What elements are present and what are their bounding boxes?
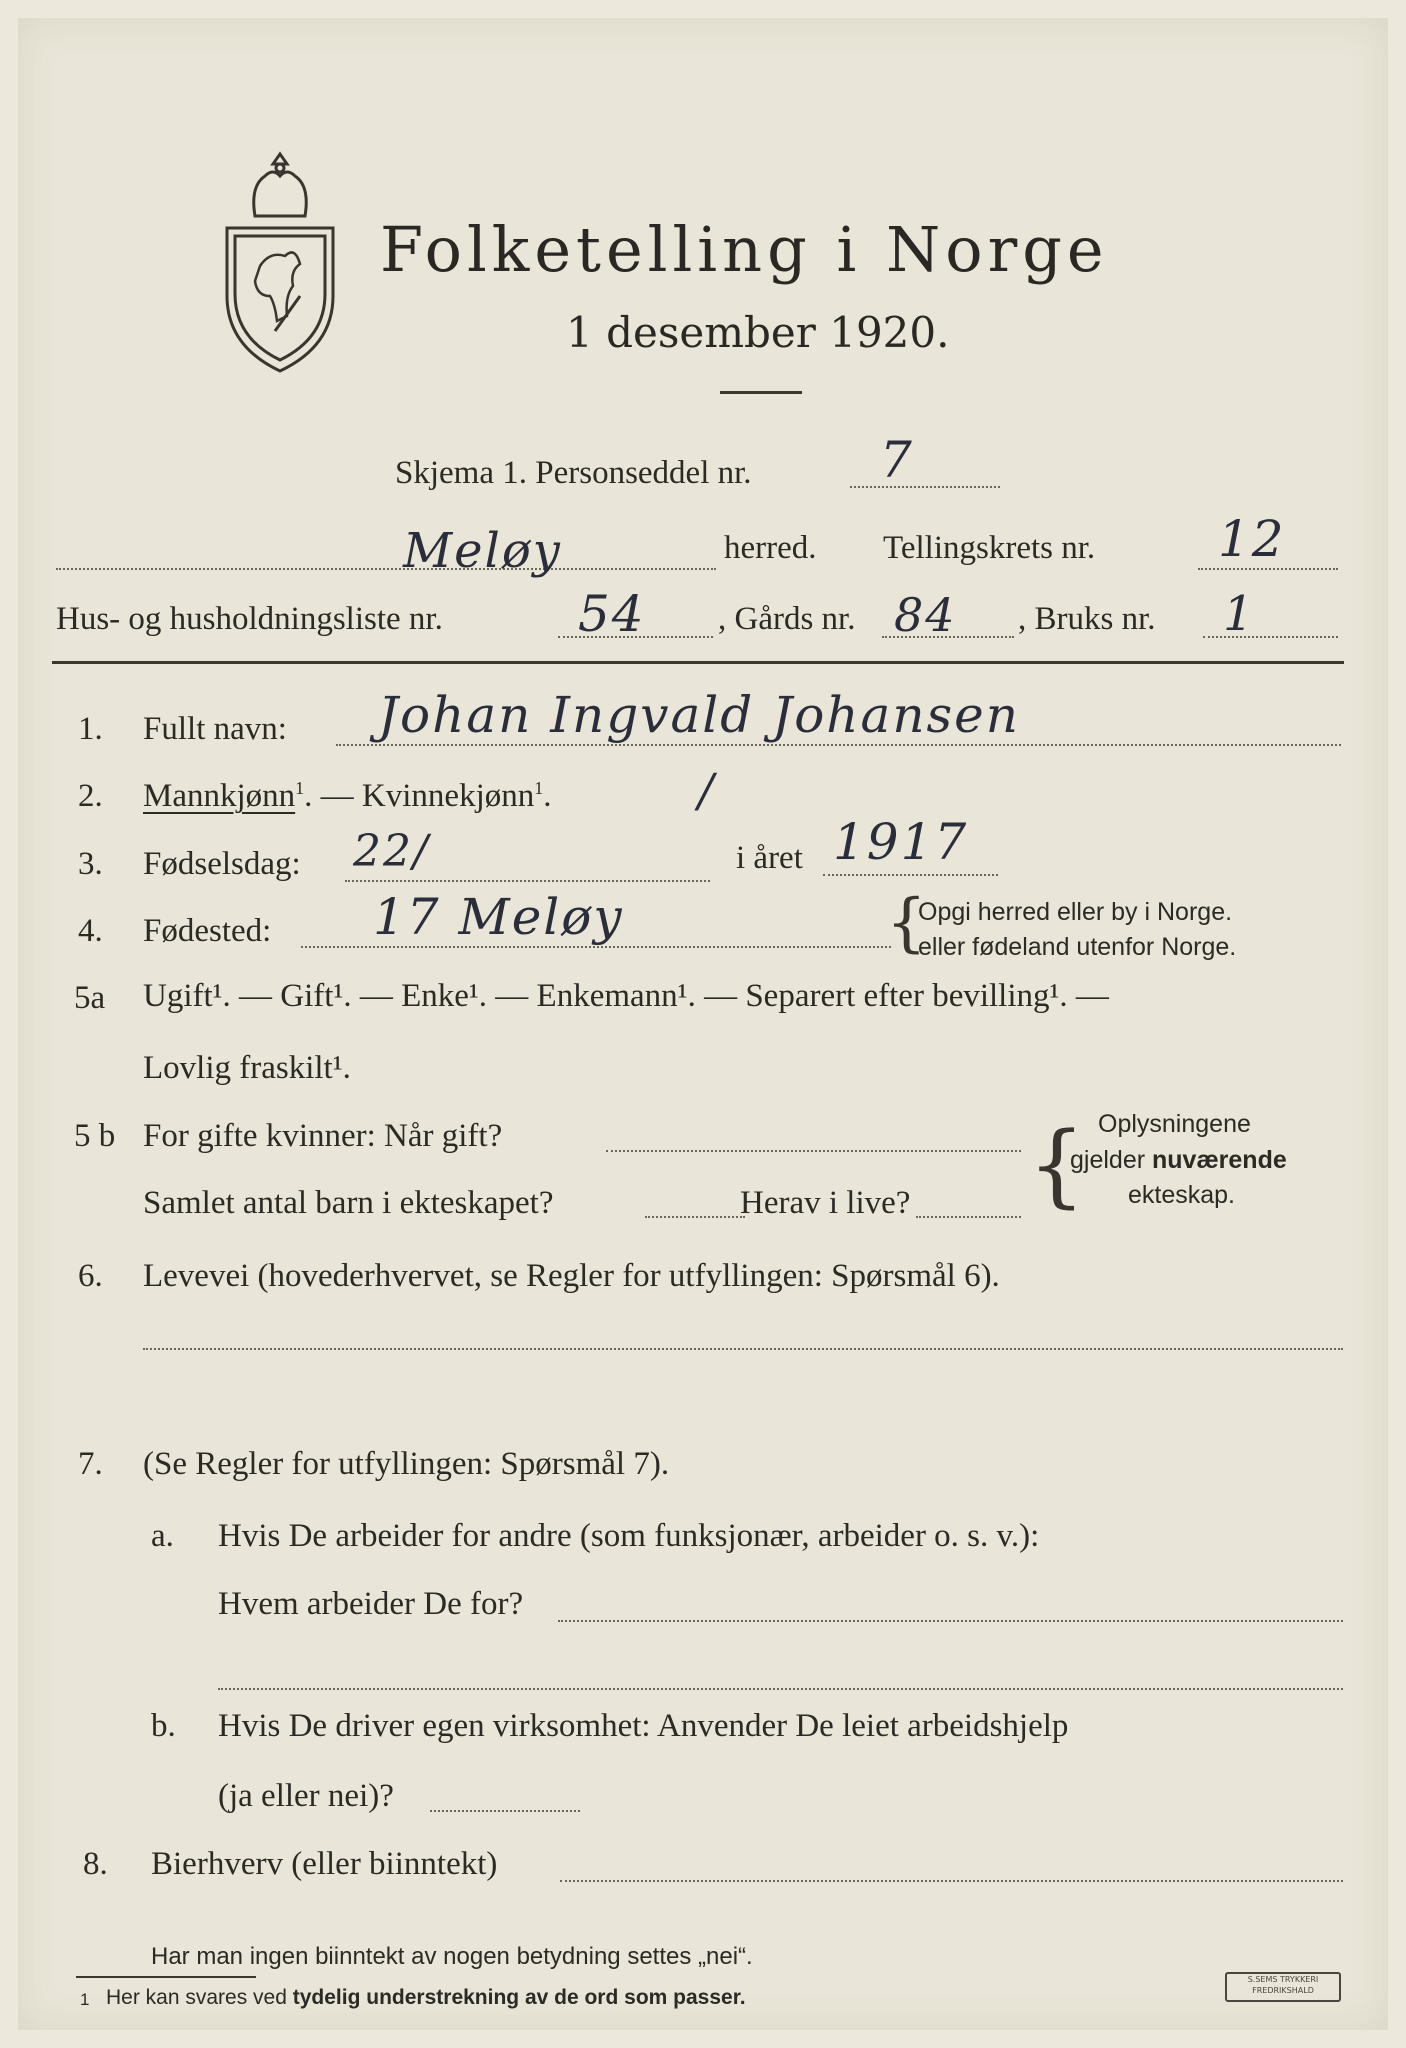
tellingskrets-number[interactable]: 12 [1218, 510, 1286, 568]
gender-female-option[interactable]: Kvinnekjønn [361, 778, 535, 814]
footnote-text-b: tydelig understrekning av de ord som passer. [292, 1986, 746, 2009]
form-title: Folketelling i Norge [380, 213, 1109, 286]
full-name-value[interactable]: Johan Ingvald Johansen [378, 686, 1020, 744]
q5b-note-line2b: nuværende [1152, 1146, 1287, 1174]
herred-dots [56, 568, 716, 570]
year-label: i året [736, 840, 803, 876]
q7b-yes-no-label: (ja eller nei)? [218, 1778, 394, 1814]
q5b-number: 5 b [74, 1118, 116, 1154]
gards-number[interactable]: 84 [894, 588, 957, 642]
q4-note-line1: Opgi herred eller by i Norge. [918, 898, 1233, 926]
q1-label: Fullt navn: [143, 711, 287, 747]
schema-label: Skjema 1. Personseddel nr. [395, 455, 752, 491]
q8-dots[interactable] [560, 1880, 1343, 1882]
marital-status-divorced[interactable]: Lovlig fraskilt¹. [143, 1050, 351, 1086]
printer-stamp [1225, 1972, 1341, 2002]
q2-number: 2. [78, 778, 103, 814]
q7a-employer-dots[interactable] [558, 1620, 1343, 1622]
q5b-children-label: Samlet antal barn i ekteskapet? [143, 1185, 554, 1221]
q5a-number: 5a [74, 980, 106, 1016]
stamp-line2: FREDRIKSHALD [1252, 1986, 1314, 1995]
q6-number: 6. [78, 1258, 103, 1294]
q7b-letter: b. [151, 1708, 176, 1744]
gender-check-mark: / [698, 763, 716, 817]
q5b-note-line3: ekteskap. [1128, 1181, 1236, 1209]
q3-year-dots [823, 874, 998, 876]
q1-dots [336, 744, 1341, 746]
q3-day-dots [345, 880, 710, 882]
q7a-extra-dots[interactable] [218, 1688, 1343, 1690]
q5b-alive-label: Herav i live? [740, 1185, 911, 1221]
tellingskrets-label: Tellingskrets nr. [883, 530, 1096, 566]
q4-note-line2: eller fødeland utenfor Norge. [918, 933, 1237, 961]
coat-of-arms-icon [215, 146, 345, 376]
q7a-letter: a. [151, 1518, 174, 1554]
herred-value[interactable]: Meløy [403, 523, 562, 579]
q5b-married-label: For gifte kvinner: Når gift? [143, 1118, 503, 1154]
census-form [18, 18, 1388, 2030]
personseddel-number[interactable]: 7 [880, 431, 914, 489]
q2-end: . [543, 778, 552, 814]
q5b-alive-dots [916, 1216, 1021, 1218]
q4-number: 4. [78, 913, 103, 949]
q5b-brace: { [1028, 1113, 1086, 1218]
q7-label: (Se Regler for utfyllingen: Spørsmål 7). [143, 1446, 670, 1482]
q5b-note-line2a: gjelder [1070, 1146, 1152, 1174]
census-date: 1 desember 1920. [566, 308, 950, 357]
q7b-question: Hvis De driver egen virksomhet: Anvender De leiet arbeidshjelp [218, 1708, 1069, 1744]
footer-note: Har man ingen biinntekt av nogen betydning settes „nei“. [151, 1943, 753, 1970]
q6-label: Levevei (hovederhvervet, se Regler for utfyllingen: Spørsmål 6). [143, 1258, 1000, 1294]
q2-footnote-ref-2: 1 [534, 778, 544, 798]
q5b-children-dots [645, 1216, 745, 1218]
q6-answer-dots[interactable] [143, 1348, 1343, 1350]
title-divider [720, 391, 802, 394]
bruks-label: , Bruks nr. [1018, 601, 1156, 637]
q2-separator: . — [304, 778, 362, 814]
husholdningsliste-number[interactable]: 54 [578, 585, 646, 643]
footnote-text [106, 1986, 746, 2010]
q2-footnote-ref-1: 1 [295, 778, 305, 798]
gender-male-option[interactable]: Mannkjønn [143, 778, 296, 814]
q7a-employer-label: Hvem arbeider De for? [218, 1586, 524, 1622]
husholdningsliste-label: Hus- og husholdningsliste nr. [56, 601, 443, 637]
stamp-line1: S.SEMS TRYKKERI [1247, 1975, 1319, 1984]
header-rule [52, 661, 1344, 664]
herred-label: herred. [724, 530, 817, 566]
q5b-note-line2 [1070, 1146, 1287, 1175]
q8-label: Bierhverv (eller biinntekt) [151, 1846, 498, 1882]
birth-year-value[interactable]: 1917 [833, 813, 969, 871]
q3-number: 3. [78, 846, 103, 882]
q1-number: 1. [78, 711, 103, 747]
bruks-number[interactable]: 1 [1223, 586, 1256, 642]
marital-status-options[interactable]: Ugift¹. — Gift¹. — Enke¹. — Enkemann¹. — Separert efter bevilling¹. — [143, 978, 1109, 1014]
schema-dots [850, 486, 1000, 488]
q4-dots [301, 946, 891, 948]
gards-label: , Gårds nr. [718, 601, 856, 637]
q4-label: Fødested: [143, 913, 272, 949]
gender-options [143, 778, 552, 815]
footnote-number: 1 [80, 1990, 90, 2009]
q3-label: Fødselsdag: [143, 846, 301, 882]
q5b-note-line1: Oplysningene [1098, 1110, 1251, 1138]
krets-dots [1198, 568, 1338, 570]
birth-day-value[interactable]: 22/ [353, 826, 430, 877]
footnote-text-a: Her kan svares ved [106, 1986, 293, 2009]
q8-number: 8. [83, 1846, 108, 1882]
q7-number: 7. [78, 1446, 103, 1482]
footnote-rule [76, 1976, 256, 1978]
q4-brace: { [886, 886, 927, 960]
q7b-dots[interactable] [430, 1810, 580, 1812]
q5b-married-dots [606, 1150, 1021, 1152]
birthplace-value[interactable]: 17 Meløy [373, 888, 624, 946]
q7a-question: Hvis De arbeider for andre (som funksjonær, arbeider o. s. v.): [218, 1518, 1040, 1554]
